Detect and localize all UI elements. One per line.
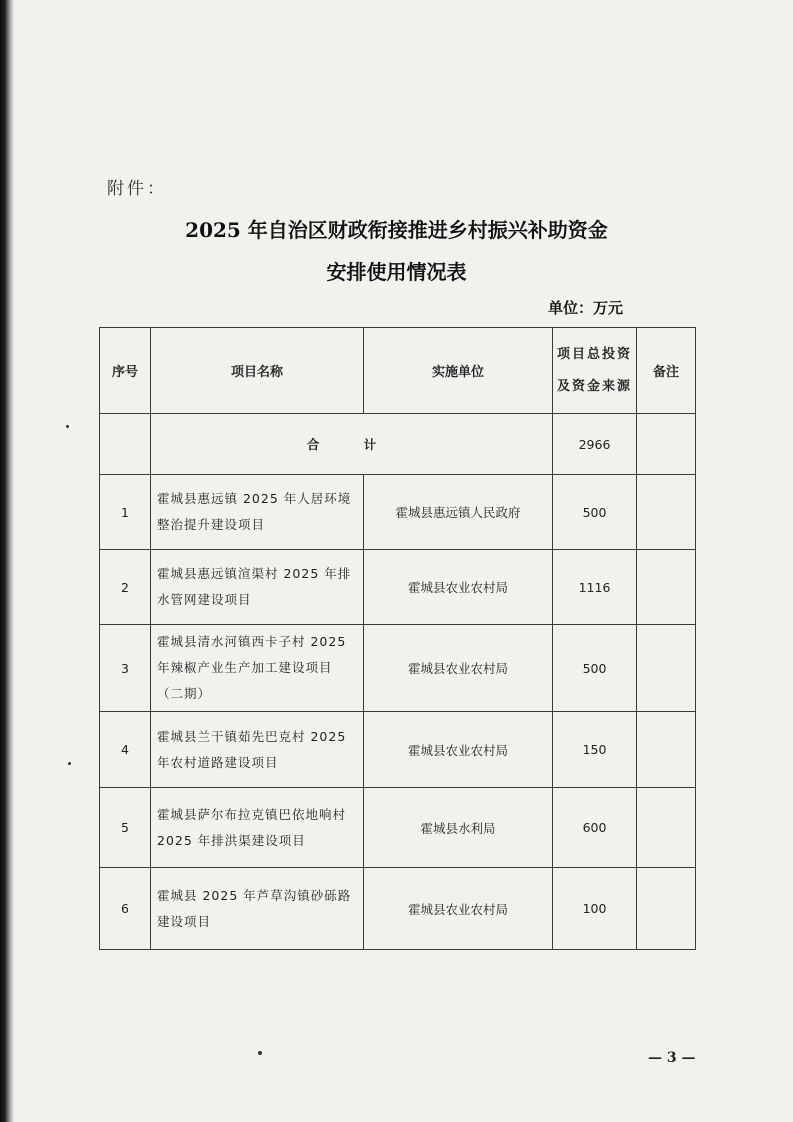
row-seq: 6 bbox=[100, 868, 151, 950]
page-number: — 3 — bbox=[648, 1050, 696, 1066]
row-project-name: 霍城县萨尔布拉克镇巴依地响村 2025 年排洪渠建设项目 bbox=[151, 788, 364, 868]
row-seq: 4 bbox=[100, 712, 151, 788]
row-implementing-unit: 霍城县农业农村局 bbox=[364, 550, 553, 625]
row-project-name: 霍城县惠远镇渲渠村 2025 年排水管网建设项目 bbox=[151, 550, 364, 625]
document-title-line1: 2025 年自治区财政衔接推进乡村振兴补助资金 bbox=[185, 218, 608, 242]
unit-label: 单位：万元 bbox=[548, 299, 624, 317]
header-implementing-unit: 实施单位 bbox=[364, 328, 553, 414]
scan-edge-shadow bbox=[0, 0, 14, 1122]
table-row bbox=[100, 625, 696, 712]
scan-speck bbox=[66, 425, 69, 428]
total-label: 合 计 bbox=[151, 414, 553, 475]
table-row bbox=[100, 550, 696, 625]
row-project-name: 霍城县 2025 年芦草沟镇砂砾路建设项目 bbox=[151, 868, 364, 950]
total-value: 2966 bbox=[553, 414, 637, 475]
row-remark bbox=[637, 550, 696, 625]
row-amount: 150 bbox=[553, 712, 637, 788]
header-project-name: 项目名称 bbox=[151, 328, 364, 414]
row-amount: 500 bbox=[553, 475, 637, 550]
attachment-label: 附件： bbox=[107, 179, 167, 199]
funding-table bbox=[99, 327, 696, 950]
table-row bbox=[100, 712, 696, 788]
row-amount: 600 bbox=[553, 788, 637, 868]
row-implementing-unit: 霍城县农业农村局 bbox=[364, 868, 553, 950]
row-remark bbox=[637, 625, 696, 712]
table-total-row bbox=[100, 414, 696, 475]
row-seq: 1 bbox=[100, 475, 151, 550]
table-row bbox=[100, 868, 696, 950]
header-seq: 序号 bbox=[100, 328, 151, 414]
scan-speck bbox=[68, 762, 71, 765]
row-implementing-unit: 霍城县惠远镇人民政府 bbox=[364, 475, 553, 550]
row-implementing-unit: 霍城县农业农村局 bbox=[364, 625, 553, 712]
row-amount: 100 bbox=[553, 868, 637, 950]
row-remark bbox=[637, 788, 696, 868]
row-amount: 500 bbox=[553, 625, 637, 712]
row-seq: 3 bbox=[100, 625, 151, 712]
row-remark bbox=[637, 868, 696, 950]
row-project-name: 霍城县清水河镇西卡子村 2025 年辣椒产业生产加工建设项目（二期） bbox=[151, 625, 364, 712]
table-row bbox=[100, 788, 696, 868]
header-remark: 备注 bbox=[637, 328, 696, 414]
row-project-name: 霍城县惠远镇 2025 年人居环境整治提升建设项目 bbox=[151, 475, 364, 550]
row-project-name: 霍城县兰干镇茹先巴克村 2025 年农村道路建设项目 bbox=[151, 712, 364, 788]
row-seq: 5 bbox=[100, 788, 151, 868]
table-row bbox=[100, 475, 696, 550]
row-remark bbox=[637, 475, 696, 550]
row-amount: 1116 bbox=[553, 550, 637, 625]
document-title-line2: 安排使用情况表 bbox=[326, 260, 467, 284]
table-header-row bbox=[100, 328, 696, 414]
header-investment: 项目总投资及资金来源 bbox=[553, 328, 637, 414]
row-implementing-unit: 霍城县农业农村局 bbox=[364, 712, 553, 788]
row-implementing-unit: 霍城县水利局 bbox=[364, 788, 553, 868]
row-remark bbox=[637, 712, 696, 788]
scan-speck bbox=[258, 1051, 262, 1055]
row-seq: 2 bbox=[100, 550, 151, 625]
